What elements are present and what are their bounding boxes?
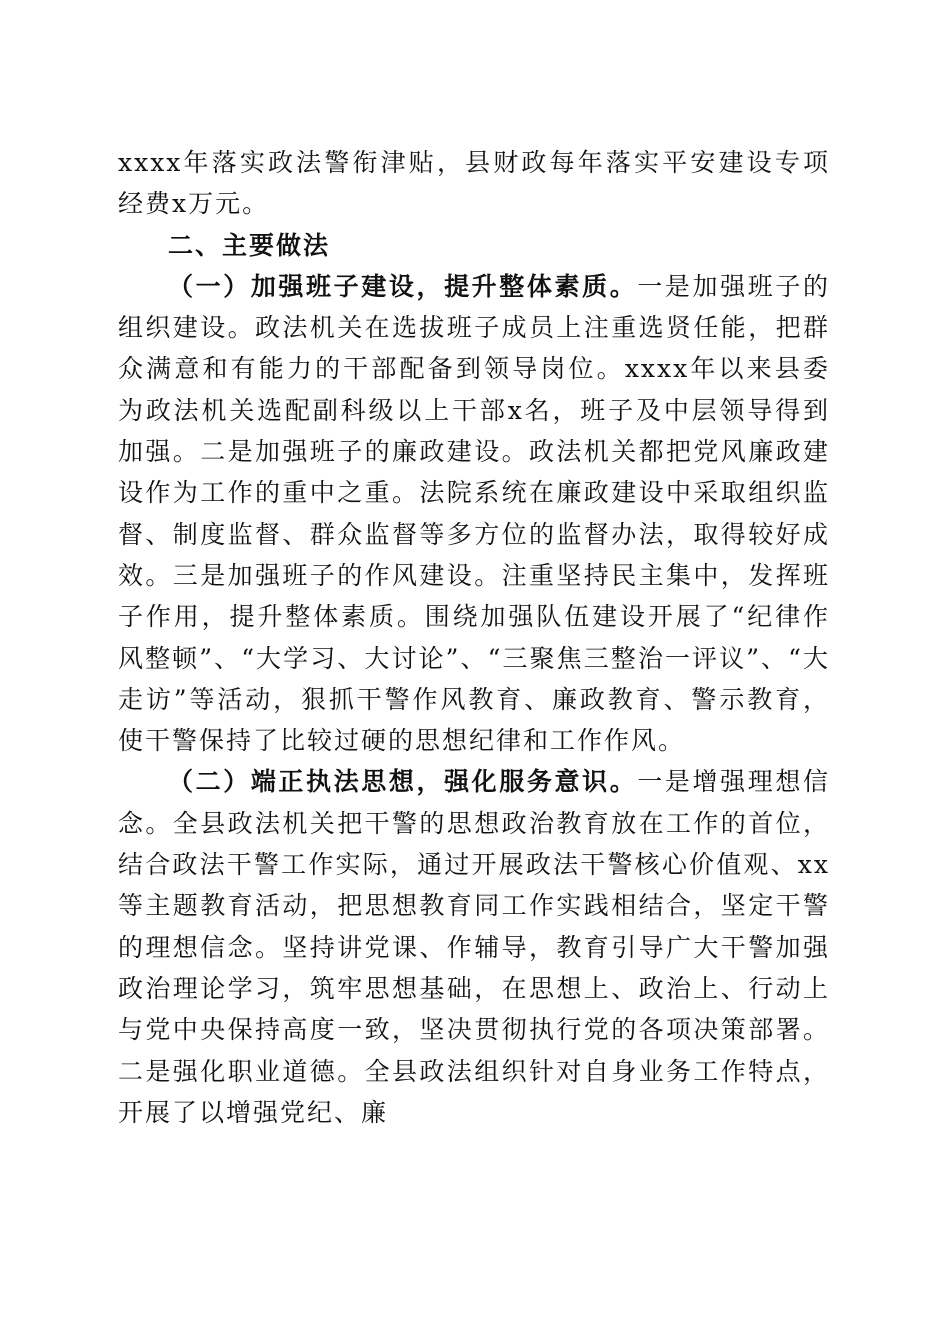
continued-paragraph — [118, 142, 830, 225]
section-paragraph-1 — [118, 266, 830, 762]
section-body-1: 一是加强班子的组织建设。政法机关在选拔班子成员上注重选贤任能，把群众满意和有能力的干部配备到领导岗位。xxxx年以来县委为政法机关选配副科级以上干部x名，班子及中层领导得到加强。二是加强班子的廉政建设。政法机关都把党风廉政建设作为工作的重中之重。法院系统在廉政建设中采取组织监督、制度监督、群众监督等多方位的监督办法，取得较好成效。三是加强班子的作风建设。注重坚持民主集中，发挥班子作用，提升整体素质。围绕加强队伍建设开展了“纪律作风整顿”、“大学习、大讨论”、“三聚焦三整治一评议”、“大走访”等活动，狠抓干警作风教育、廉政教育、警示教育，使干警保持了比较过硬的思想纪律和工作作风。 — [118, 271, 830, 756]
paragraph-text: xxxx年落实政法警衔津贴，县财政每年落实平安建设专项经费x万元。 — [118, 148, 830, 219]
section-heading: 二、主要做法 — [168, 230, 331, 260]
section-lead-2: （二）端正执法思想，强化服务意识。 — [168, 767, 638, 797]
section-body-2: 一是增强理想信念。全县政法机关把干警的思想政治教育放在工作的首位，结合政法干警工作实际，通过开展政法干警核心价值观、xx等主题教育活动，把思想教育同工作实践相结合，坚定干警的理想信念。坚持讲党课、作辅导，教育引导广大干警加强政治理论学习，筑牢思想基础，在思想上、政治上、行动上与党中央保持高度一致，坚决贯彻执行党的各项决策部署。二是强化职业道德。全县政法组织针对自身业务工作特点，开展了以增强党纪、廉 — [118, 767, 830, 1127]
section-lead-1: （一）加强班子建设，提升整体素质。 — [168, 271, 638, 301]
document-body — [118, 142, 830, 1133]
section-paragraph-2 — [118, 761, 830, 1133]
